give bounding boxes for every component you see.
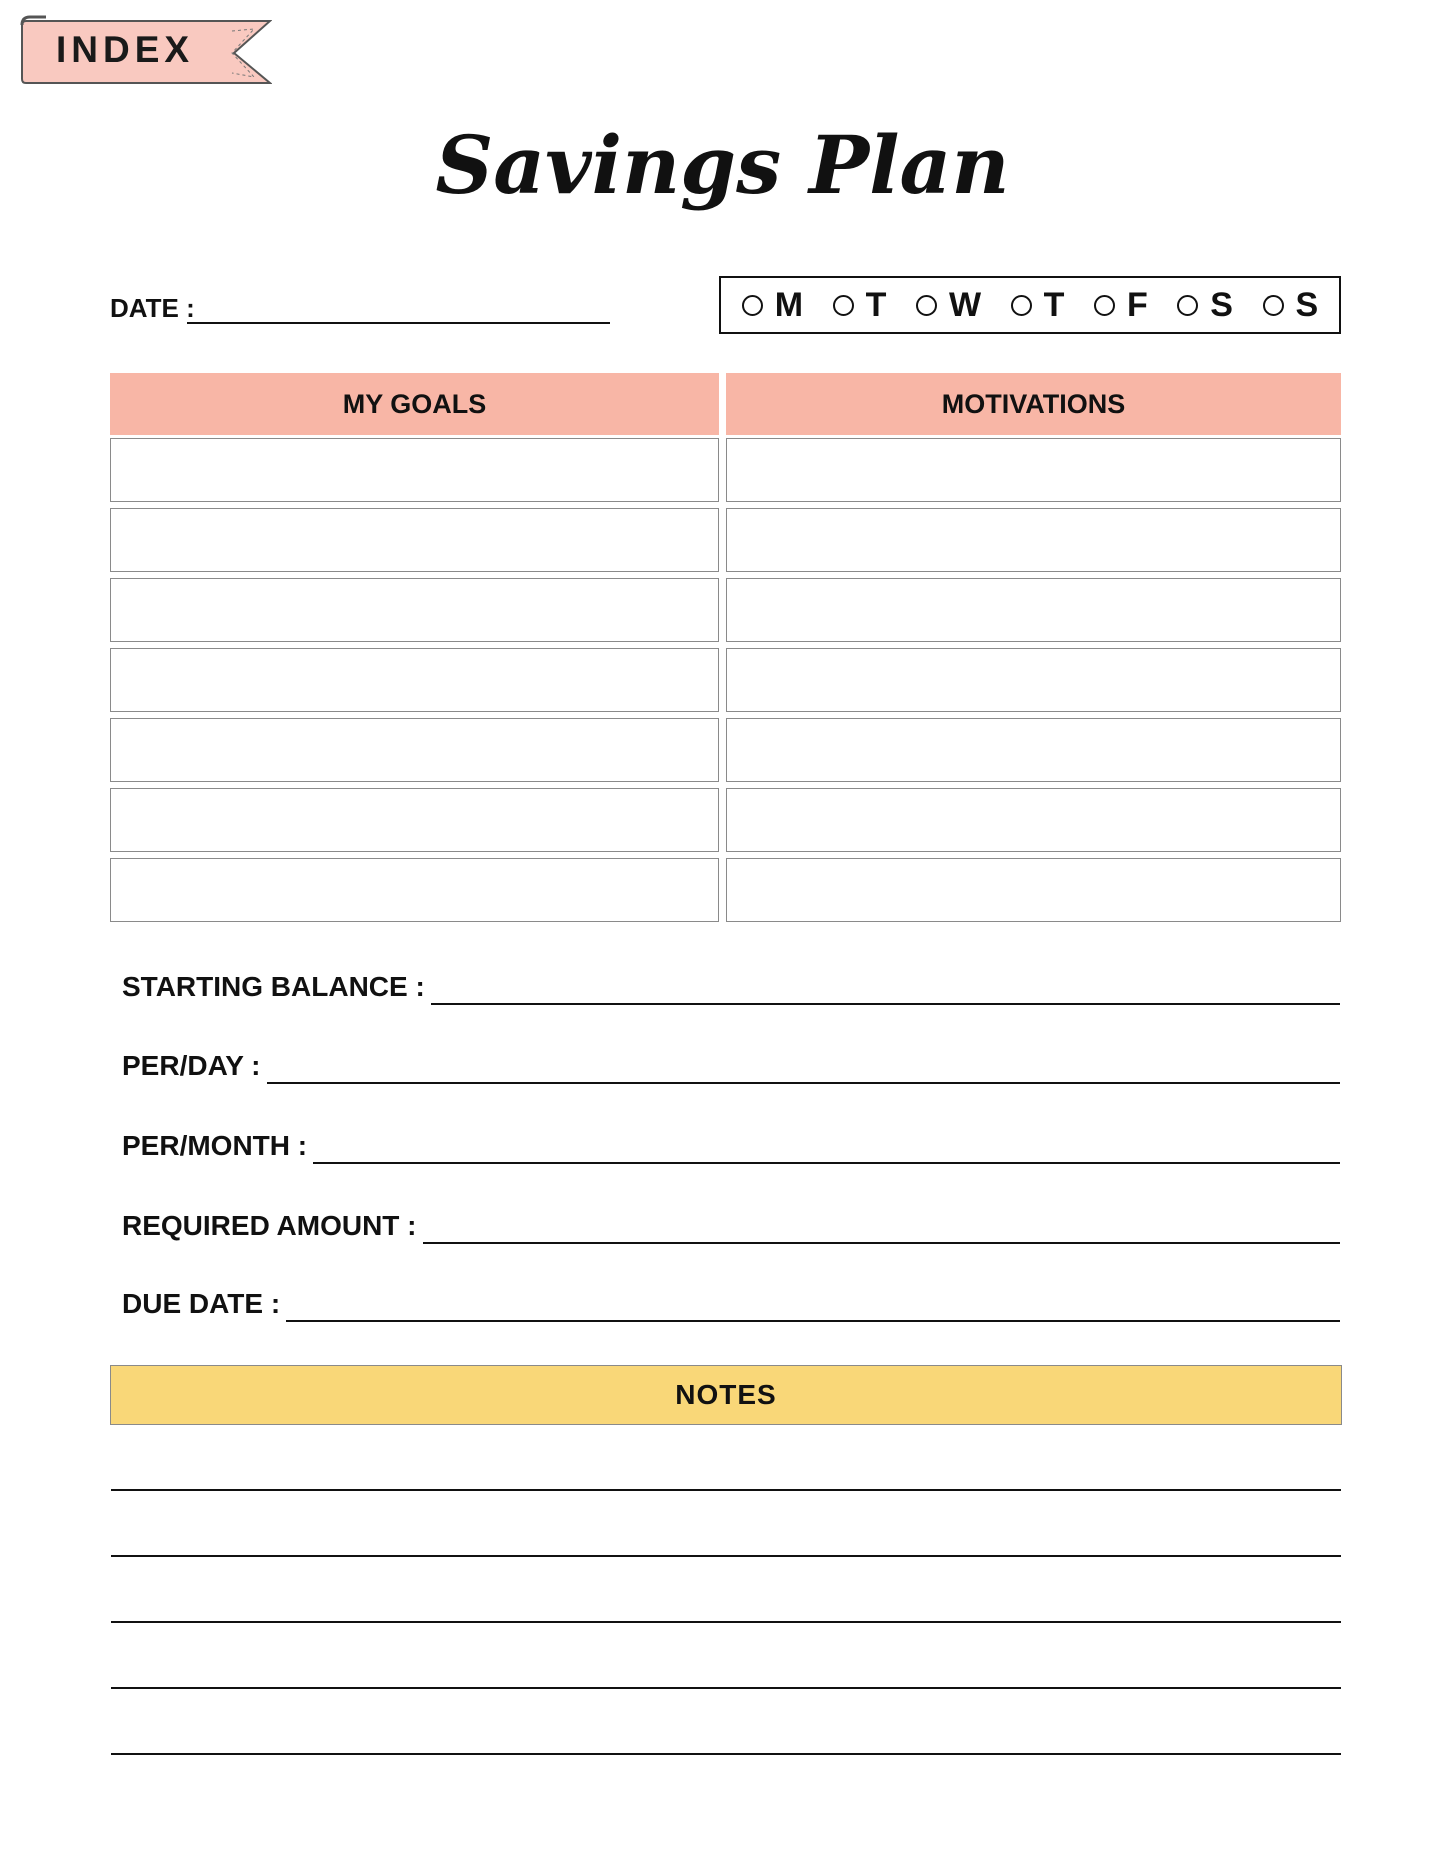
required-amount-label: REQUIRED AMOUNT : (122, 1210, 417, 1241)
motivations-header: MOTIVATIONS (726, 373, 1341, 435)
notes-header: NOTES (110, 1365, 1342, 1425)
per-day-field (122, 1046, 1340, 1082)
motivation-cell[interactable] (726, 858, 1341, 922)
per-month-label: PER/MONTH : (122, 1130, 308, 1161)
motivation-cell[interactable] (726, 648, 1341, 712)
goal-cell[interactable] (110, 788, 719, 852)
starting-balance-input[interactable] (431, 1003, 1340, 1005)
radio-circle-icon[interactable] (916, 295, 937, 316)
index-label: INDEX (56, 29, 195, 70)
day-option-tuesday[interactable] (833, 286, 887, 325)
per-month-field (122, 1126, 1340, 1162)
goal-cell[interactable] (110, 858, 719, 922)
index-tab[interactable] (20, 15, 272, 87)
date-input-line[interactable] (187, 322, 610, 324)
goals-header: MY GOALS (110, 373, 719, 435)
day-letter: W (948, 285, 982, 324)
due-date-input[interactable] (286, 1320, 1340, 1322)
day-selector (719, 276, 1341, 334)
motivation-cell[interactable] (726, 718, 1341, 782)
goal-cell[interactable] (110, 438, 719, 502)
day-letter: S (1295, 285, 1319, 324)
day-option-wednesday[interactable] (916, 286, 981, 325)
day-letter: T (1043, 285, 1065, 324)
goal-cell[interactable] (110, 648, 719, 712)
notes-line[interactable] (111, 1555, 1341, 1557)
per-day-input[interactable] (267, 1082, 1341, 1084)
due-date-field (122, 1284, 1340, 1320)
date-label: DATE : (110, 293, 195, 323)
goal-cell[interactable] (110, 718, 719, 782)
radio-circle-icon[interactable] (1094, 295, 1115, 316)
per-day-label: PER/DAY : (122, 1050, 261, 1081)
notes-line[interactable] (111, 1489, 1341, 1491)
radio-circle-icon[interactable] (833, 295, 854, 316)
notes-line[interactable] (111, 1687, 1341, 1689)
notes-line[interactable] (111, 1753, 1341, 1755)
day-option-sunday[interactable] (1263, 286, 1319, 325)
radio-circle-icon[interactable] (1177, 295, 1198, 316)
page-title: Savings Plan (435, 118, 1010, 212)
day-option-friday[interactable] (1094, 286, 1148, 325)
per-month-input[interactable] (313, 1162, 1340, 1164)
radio-circle-icon[interactable] (1263, 295, 1284, 316)
due-date-label: DUE DATE : (122, 1288, 281, 1319)
day-option-thursday[interactable] (1011, 286, 1065, 325)
goal-cell[interactable] (110, 508, 719, 572)
day-letter: F (1126, 285, 1148, 324)
motivation-cell[interactable] (726, 438, 1341, 502)
radio-circle-icon[interactable] (1011, 295, 1032, 316)
day-letter: S (1210, 285, 1233, 324)
motivation-cell[interactable] (726, 508, 1341, 572)
radio-circle-icon[interactable] (742, 295, 763, 316)
starting-balance-label: STARTING BALANCE : (122, 971, 425, 1002)
motivation-cell[interactable] (726, 788, 1341, 852)
day-letter: T (865, 285, 887, 324)
notes-line[interactable] (111, 1621, 1341, 1623)
required-amount-input[interactable] (423, 1242, 1340, 1244)
starting-balance-field (122, 967, 1340, 1003)
day-letter: M (774, 285, 804, 324)
day-option-monday[interactable] (742, 286, 803, 325)
day-option-saturday[interactable] (1177, 286, 1233, 325)
goal-cell[interactable] (110, 578, 719, 642)
required-amount-field (122, 1206, 1340, 1242)
motivation-cell[interactable] (726, 578, 1341, 642)
